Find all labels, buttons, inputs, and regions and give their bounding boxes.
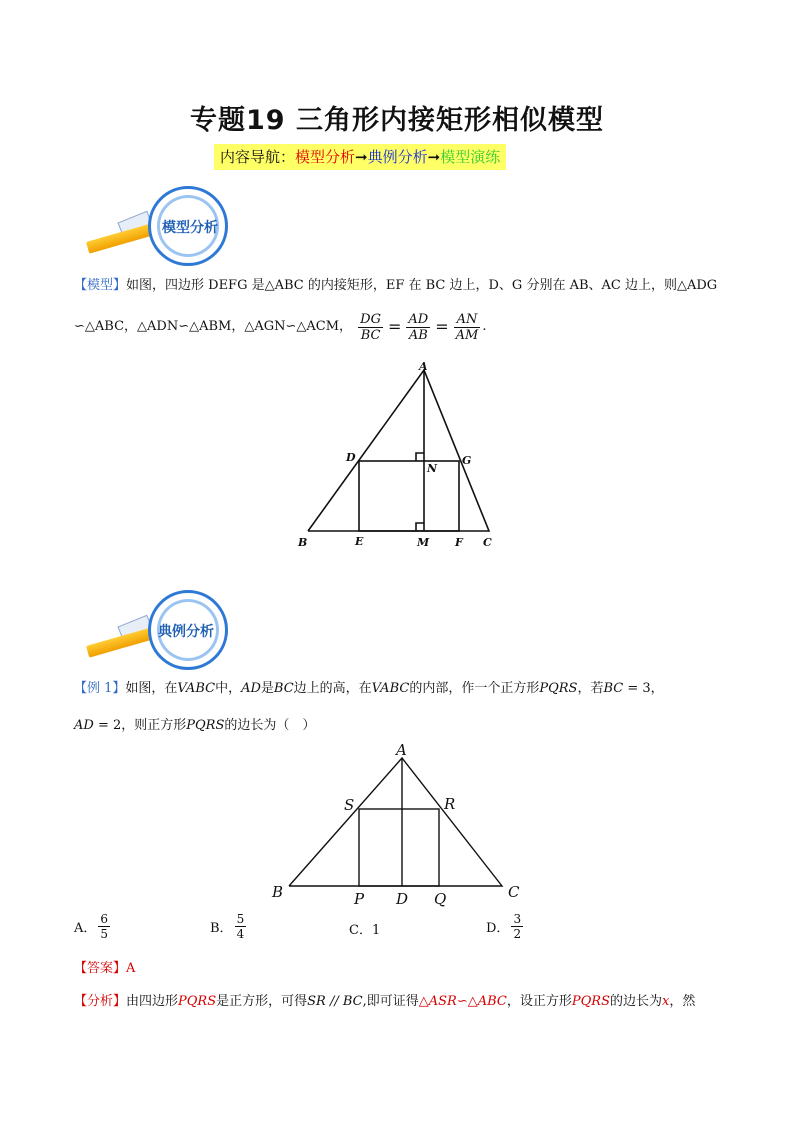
point-label-f: F	[455, 536, 463, 549]
triangle-abc	[308, 370, 489, 531]
rectangle-defg	[359, 461, 459, 531]
triangle-abc	[289, 758, 502, 886]
example-diagram	[266, 738, 536, 910]
answer-tag: 【答案】	[74, 961, 127, 976]
nav-item-example-analysis: 典例分析	[367, 148, 428, 166]
ratio-an-am: $\frac{AN}{AM}$	[455, 311, 479, 343]
point-label-r: R	[444, 795, 456, 813]
ratio-ad-ab: $\frac{AD}{AB}$	[408, 311, 429, 343]
point-label-n: N	[427, 462, 438, 475]
choice-a[interactable]: A． $\frac{6}{5}$	[74, 912, 109, 941]
point-label-c: C	[483, 536, 492, 549]
content-navigation	[214, 144, 506, 170]
point-label-a: A	[419, 360, 428, 373]
right-angle-mark-n	[416, 453, 424, 461]
analysis-tag: 【分析】	[74, 994, 127, 1009]
point-label-d: D	[396, 890, 409, 908]
section-badge-model-analysis	[80, 186, 240, 266]
section-label: 模型分析	[162, 220, 218, 236]
page-title: 专题19 三角形内接矩形相似模型	[190, 105, 604, 136]
choice-b[interactable]: B． $\frac{5}{4}$	[210, 912, 245, 941]
ratio-dg-bc: $\frac{DG}{BC}$	[360, 311, 381, 343]
point-label-b: B	[272, 883, 284, 901]
answer-value: A	[126, 961, 136, 976]
model-tag: 【模型】	[74, 278, 127, 293]
point-label-p: P	[354, 890, 365, 908]
point-label-g: G	[462, 454, 472, 467]
right-angle-mark-m	[416, 523, 424, 531]
point-label-q: Q	[434, 890, 447, 908]
point-label-s: S	[344, 796, 355, 814]
point-label-e: E	[355, 535, 364, 548]
example-tag: 【例 1】	[74, 681, 126, 696]
point-label-c: C	[508, 883, 520, 901]
choice-d[interactable]: D． $\frac{3}{2}$	[486, 912, 522, 941]
answer-line	[74, 960, 135, 978]
nav-item-model-practice: 模型演练	[440, 148, 501, 166]
square-pqrs	[359, 809, 439, 886]
point-label-b: B	[298, 536, 308, 549]
model-text-line2: ∽△ABC，△ADN∽△ABM，△AGN∽△ACM， $\frac{DG}{BC}$ = $\frac{AD}{AB}$ = $\frac{AN}{AM}$ .	[74, 311, 487, 343]
nav-item-model-analysis: 模型分析	[295, 148, 356, 166]
point-label-m: M	[417, 536, 430, 549]
choice-c[interactable]: C．1	[349, 923, 381, 938]
example-text-line1: 【例 1】如图，在VABC中，AD是BC边上的高，在VABC的内部，作一个正方形PQRS，若BC = 3，	[74, 681, 664, 696]
point-label-d: D	[346, 451, 356, 464]
nav-label: 内容导航：	[220, 148, 296, 166]
analysis-line: 【分析】由四边形PQRS是正方形，可得SR // BC,即可证得△ASR∽△ABC，设正方形PQRS的边长为x，然	[74, 994, 696, 1009]
arrow-icon: ➞	[355, 148, 368, 166]
arrow-icon: ➞	[427, 148, 441, 166]
model-diagram	[290, 356, 510, 556]
point-label-a: A	[396, 741, 407, 759]
model-text-line1: 【模型】如图，四边形 DEFG 是△ABC 的内接矩形，EF 在 BC 边上，D、G 分别在 AB、AC 边上，则△ADG	[74, 278, 718, 293]
section-label: 典例分析	[158, 624, 214, 640]
section-badge-example-analysis	[80, 590, 240, 670]
example-text-line2: AD = 2，则正方形PQRS的边长为（ ）	[74, 718, 316, 733]
